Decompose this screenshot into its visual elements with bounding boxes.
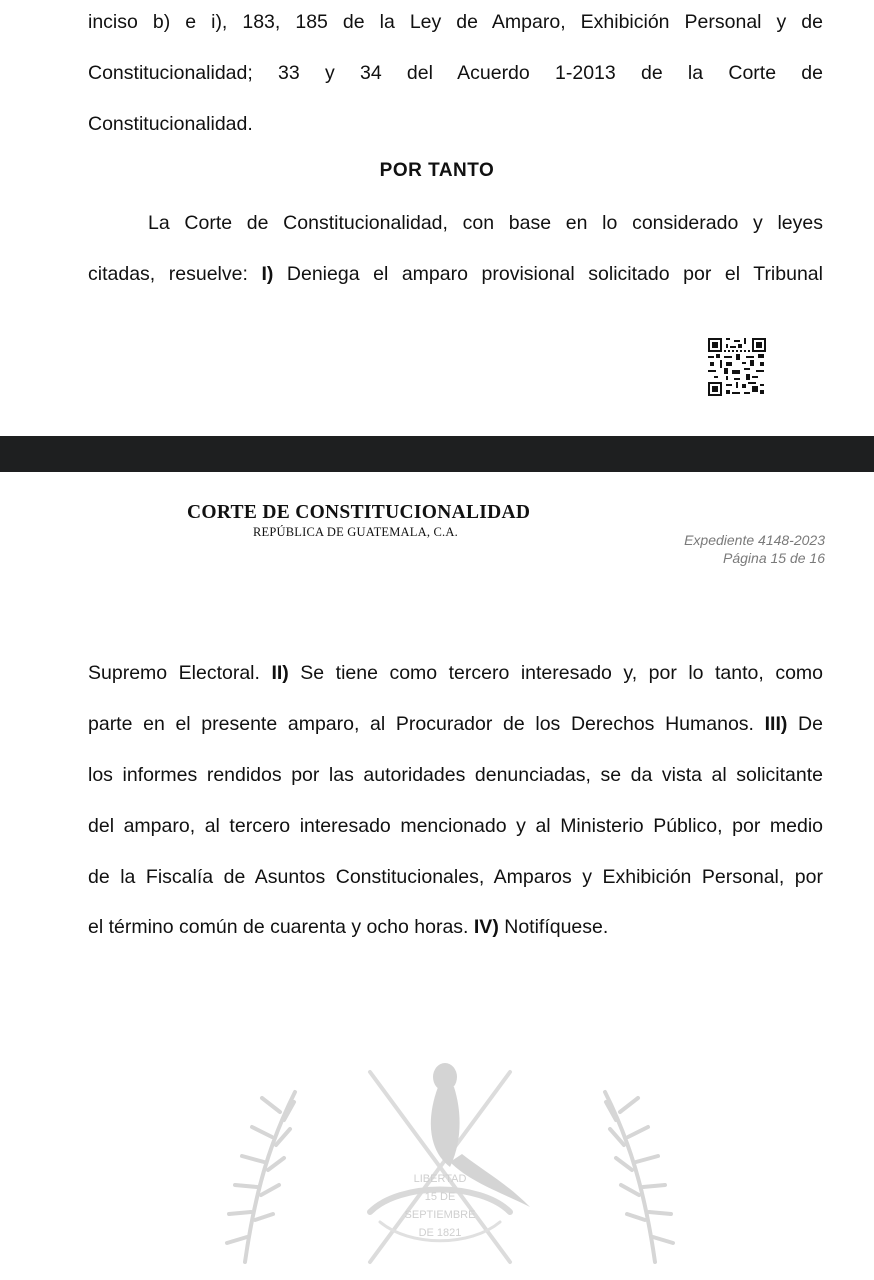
text-line: inciso b) e i), 183, 185 de la Ley de Amparo, Exhibición Personal y de bbox=[88, 11, 823, 33]
svg-text:SEPTIEMBRE: SEPTIEMBRE bbox=[404, 1209, 476, 1221]
text-line: La Corte de Constitucionalidad, con base en lo considerado y leyes bbox=[148, 212, 823, 234]
text-line: parte en el presente amparo, al Procurador de los Derechos Humanos. III) De bbox=[88, 713, 823, 735]
svg-text:15 DE: 15 DE bbox=[424, 1191, 456, 1203]
court-name: CORTE DE CONSTITUCIONALIDAD bbox=[187, 502, 531, 523]
text-line: de la Fiscalía de Asuntos Constitucionales, Amparos y Exhibición Personal, por bbox=[88, 866, 823, 888]
text-line: el término común de cuarenta y ocho horas. IV) Notifíquese. bbox=[88, 916, 609, 938]
svg-text:LIBERTAD: LIBERTAD bbox=[413, 1173, 467, 1185]
text-line: los informes rendidos por las autoridades denunciadas, se da vista al solicitante bbox=[88, 764, 823, 786]
country-subtitle: REPÚBLICA DE GUATEMALA, C.A. bbox=[253, 525, 458, 539]
previous-page bbox=[0, 0, 874, 436]
text-line: citadas, resuelve: I) Deniega el amparo provisional solicitado por el Tribunal bbox=[88, 263, 823, 285]
page-separator bbox=[0, 436, 874, 472]
coat-of-arms-watermark-icon bbox=[200, 1032, 680, 1280]
text-line: Constitucionalidad; 33 y 34 del Acuerdo 1-2013 de la Corte de bbox=[88, 62, 823, 84]
section-heading: POR TANTO bbox=[379, 160, 495, 181]
svg-text:DE 1821: DE 1821 bbox=[418, 1227, 462, 1239]
case-number: Expediente 4148-2023 bbox=[684, 532, 825, 548]
page-number: Página 15 de 16 bbox=[723, 550, 825, 566]
current-page bbox=[0, 472, 874, 1280]
text-line: del amparo, al tercero interesado mencionado y al Ministerio Público, por medio bbox=[88, 815, 823, 837]
text-line: Supremo Electoral. II) Se tiene como tercero interesado y, por lo tanto, como bbox=[88, 662, 823, 684]
text-line: Constitucionalidad. bbox=[88, 113, 253, 135]
qr-code-icon bbox=[708, 338, 766, 396]
